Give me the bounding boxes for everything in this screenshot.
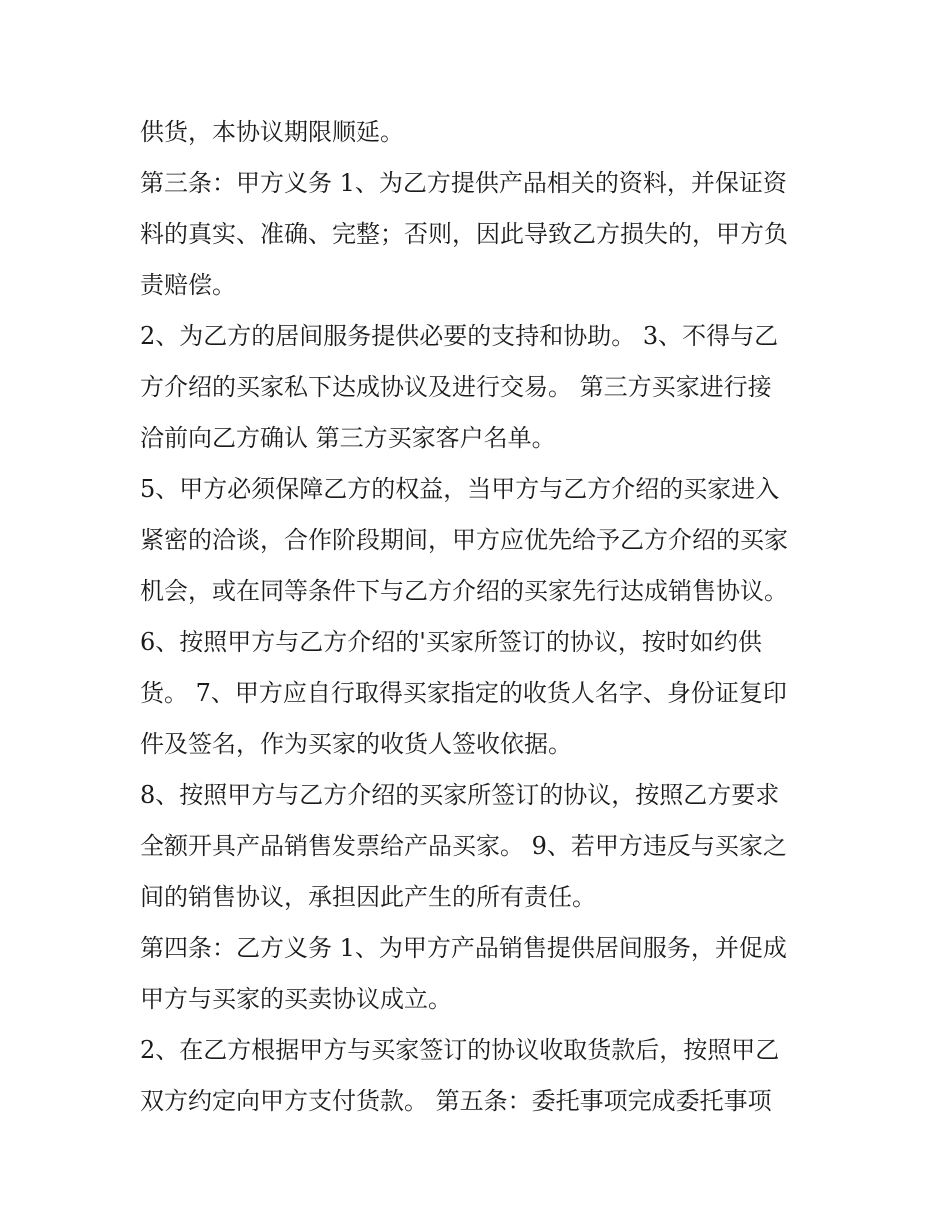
text-line: 双方约定向甲方支付货款。 第五条：委托事项完成委托事项 <box>140 1087 772 1115</box>
text-line: 第四条：乙方义务 1、为甲方产品销售提供居间服务，并促成 <box>140 934 787 962</box>
text-line: 料的真实、准确、完整；否则，因此导致乙方损失的，甲方负 <box>140 220 788 248</box>
text-line: 间的销售协议，承担因此产生的所有责任。 <box>140 883 596 911</box>
text-line: 紧密的洽谈，合作阶段期间，甲方应优先给予乙方介绍的买家 <box>140 526 788 554</box>
text-line: 8、按照甲方与乙方介绍的买家所签订的协议，按照乙方要求 <box>140 781 780 809</box>
text-line: 件及签名，作为买家的收货人签收依据。 <box>140 730 572 758</box>
text-line: 全额开具产品销售发票给产品买家。 9、若甲方违反与买家之 <box>140 832 787 860</box>
text-line: 货。 7、甲方应自行取得买家指定的收货人名字、身份证复印 <box>140 679 787 707</box>
text-line: 责赔偿。 <box>140 271 236 299</box>
text-line: 甲方与买家的买卖协议成立。 <box>140 985 452 1013</box>
document-body <box>140 107 820 1127</box>
text-line: 机会，或在同等条件下与乙方介绍的买家先行达成销售协议。 <box>140 577 788 605</box>
text-line: 5、甲方必须保障乙方的权益，当甲方与乙方介绍的买家进入 <box>140 475 780 503</box>
text-line: 方介绍的买家私下达成协议及进行交易。 第三方买家进行接 <box>140 373 772 401</box>
text-line: 6、按照甲方与乙方介绍的'买家所签订的协议，按时如约供 <box>140 628 762 656</box>
text-line: 第三条：甲方义务 1、为乙方提供产品相关的资料，并保证资 <box>140 169 787 197</box>
text-line: 2、在乙方根据甲方与买家签订的协议收取货款后，按照甲乙 <box>140 1036 780 1064</box>
text-line: 洽前向乙方确认 第三方买家客户名单。 <box>140 424 556 452</box>
text-line: 供货，本协议期限顺延。 <box>140 118 404 146</box>
text-line: 2、为乙方的居间服务提供必要的支持和协助。 3、不得与乙 <box>140 322 779 350</box>
